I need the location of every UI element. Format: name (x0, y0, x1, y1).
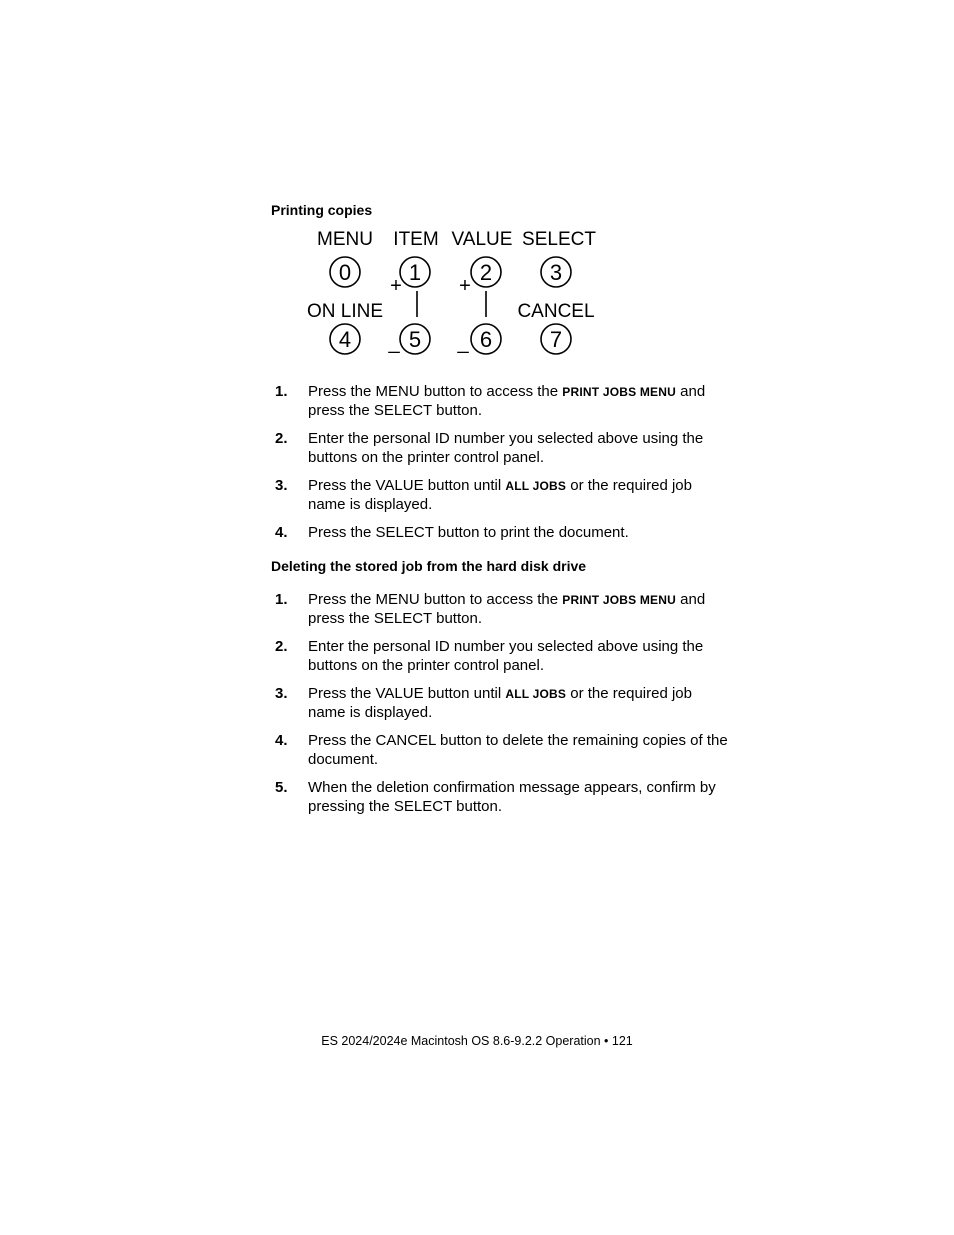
key-2-label: 2 (479, 260, 493, 285)
key-5-label: 5 (408, 327, 422, 352)
step-text: and press the SELECT button. (308, 383, 706, 419)
step-text: Press the SELECT button to print the document. (308, 524, 629, 541)
step-number: 1. (275, 591, 288, 608)
key-6-label: 6 (479, 327, 493, 352)
key-4-label: 4 (338, 327, 352, 352)
step-text: Press the MENU button to access the (308, 383, 563, 400)
minus-sign-item: _ (388, 332, 400, 354)
printing-copies-steps (271, 383, 731, 553)
key-3-label: 3 (549, 260, 563, 285)
list-item (271, 524, 731, 543)
control-panel-diagram (300, 225, 610, 360)
step-number: 4. (275, 732, 288, 749)
label-item: ITEM (393, 229, 439, 250)
key-1-label: 1 (408, 260, 422, 285)
list-item (271, 591, 731, 628)
menu-term: ALL JOBS (505, 687, 567, 701)
step-text: Press the MENU button to access the (308, 591, 563, 608)
label-cancel: CANCEL (517, 301, 595, 322)
label-on-line: ON LINE (306, 301, 384, 322)
label-menu: MENU (317, 229, 373, 250)
list-item (271, 779, 731, 816)
key-5[interactable] (400, 324, 430, 354)
menu-term: ALL JOBS (505, 479, 567, 493)
key-2[interactable] (471, 257, 501, 287)
key-0-label: 0 (338, 260, 352, 285)
list-item (271, 732, 731, 769)
plus-sign-value: + (459, 275, 471, 297)
menu-term: PRINT JOBS MENU (562, 593, 676, 607)
step-number: 4. (275, 524, 288, 541)
list-item (271, 383, 731, 420)
step-number: 5. (275, 779, 288, 796)
list-item (271, 685, 731, 722)
key-6[interactable] (471, 324, 501, 354)
step-text: or the required job name is displayed. (308, 685, 692, 721)
step-text: When the deletion confirmation message appears, confirm by pressing the SELECT button. (308, 779, 716, 815)
section-heading-printing-copies: Printing copies (271, 202, 373, 218)
label-value: VALUE (451, 229, 513, 250)
step-text: Press the VALUE button until (308, 685, 506, 702)
list-item (271, 477, 731, 514)
plus-sign-item: + (390, 275, 402, 297)
control-panel-svg (300, 225, 610, 360)
step-number: 2. (275, 430, 288, 447)
step-text: Press the CANCEL button to delete the remaining copies of the document. (308, 732, 728, 768)
step-number: 3. (275, 477, 288, 494)
step-text: or the required job name is displayed. (308, 477, 692, 513)
step-number: 1. (275, 383, 288, 400)
key-0[interactable] (330, 257, 360, 287)
list-item (271, 430, 731, 467)
key-1[interactable] (400, 257, 430, 287)
page-footer: ES 2024/2024e Macintosh OS 8.6-9.2.2 Operation • 121 (321, 1034, 633, 1048)
key-4[interactable] (330, 324, 360, 354)
key-7-label: 7 (549, 327, 563, 352)
step-text: Enter the personal ID number you selected above using the buttons on the printer control panel. (308, 638, 704, 674)
step-text: and press the SELECT button. (308, 591, 706, 627)
minus-sign-value: _ (457, 332, 469, 354)
section-heading-deleting-stored-job: Deleting the stored job from the hard disk drive (271, 558, 587, 574)
step-text: Enter the personal ID number you selected above using the buttons on the printer control panel. (308, 430, 704, 466)
step-number: 2. (275, 638, 288, 655)
step-text: Press the VALUE button until (308, 477, 506, 494)
label-select: SELECT (522, 229, 596, 250)
list-item (271, 638, 731, 675)
step-number: 3. (275, 685, 288, 702)
menu-term: PRINT JOBS MENU (562, 385, 676, 399)
deleting-job-steps (271, 591, 731, 826)
key-7[interactable] (541, 324, 571, 354)
key-3[interactable] (541, 257, 571, 287)
